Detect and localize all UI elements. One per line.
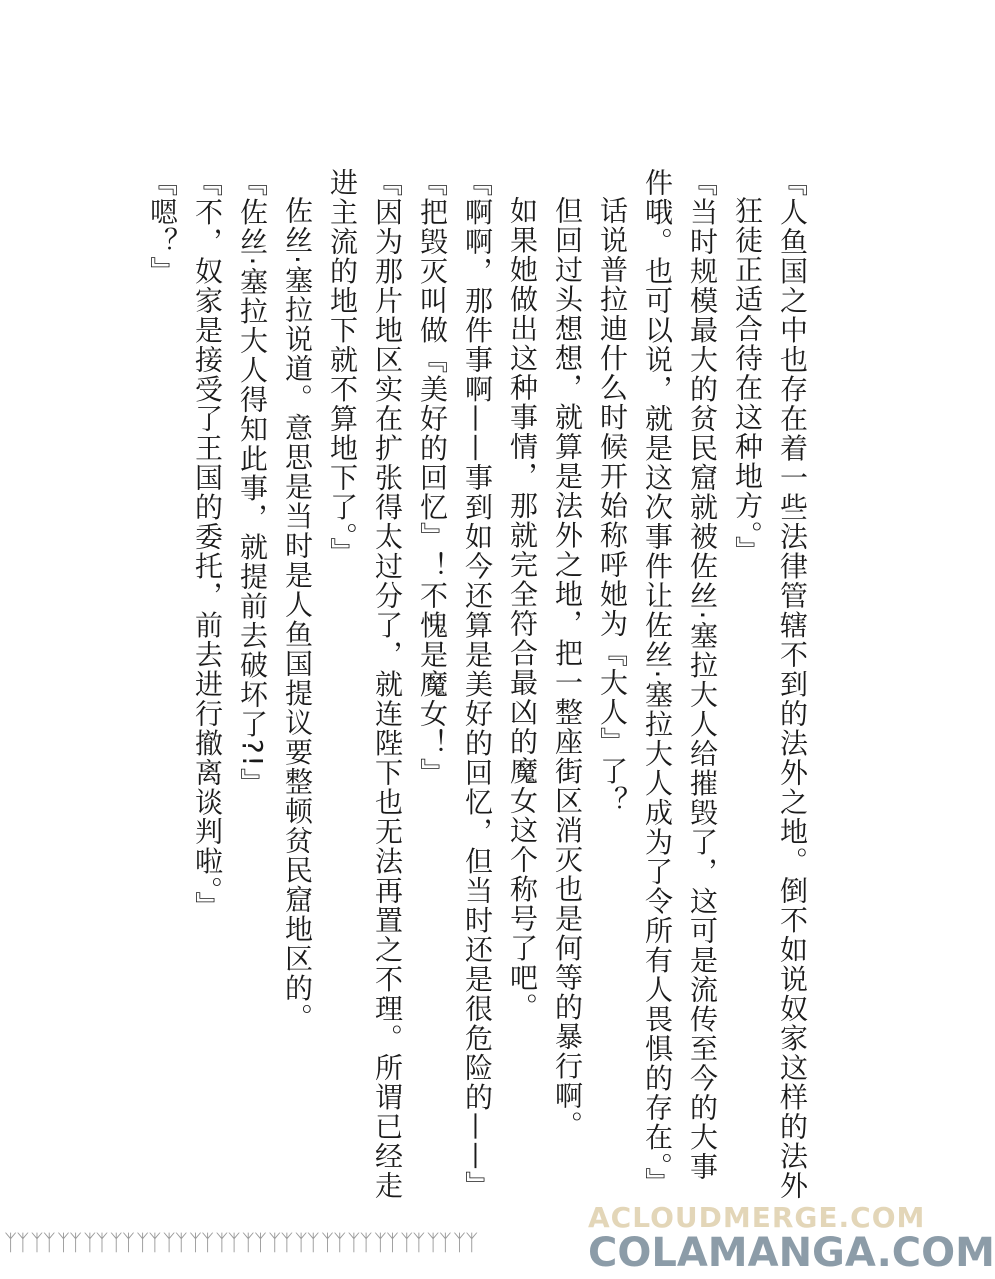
text-line: 『因为那片地区实在扩张得太过分了，就连陛下也无法再置之不理。所谓已经走 — [371, 168, 404, 1201]
border-sprig-icon: ᛉᛉ — [347, 1231, 372, 1256]
text-line: 但回过头想想，就算是法外之地，把一整座街区消灭也是何等的暴行啊。 — [551, 196, 584, 1140]
border-sprig-icon: ᛉᛉ — [268, 1231, 293, 1256]
text-line: 话说普拉迪什么时候开始称呼她为『大人』了？ — [596, 196, 629, 816]
text-line: 『当时规模最大的贫民窟就被佐丝·塞拉大人给摧毁了，这可是流传至今的大事 — [686, 168, 719, 1182]
text-line: 如果她做出这种事情，那就完全符合最凶的魔女这个称号了吧。 — [506, 196, 539, 1022]
border-sprig-icon: ᛉᛉ — [56, 1231, 82, 1256]
text-line: 『把毁灭叫做『美好的回忆』！不愧是魔女！』 — [416, 168, 449, 788]
border-sprig-icon: ᛉᛉ — [241, 1231, 267, 1256]
watermark-line-1: ACLOUDMERGE.COM — [588, 1201, 926, 1234]
border-sprig-icon: ᛉᛉ — [426, 1231, 451, 1256]
text-line: 佐丝·塞拉说道。意思是当时是人鱼国提议要整顿贫民窟地区的。 — [281, 196, 314, 1033]
text-line: 狂徒正适合待在这种地方。』 — [731, 196, 764, 566]
text-line: 件哦。也可以说，就是这次事件让佐丝·塞拉大人成为了令所有人畏惧的存在。』 — [641, 168, 674, 1197]
border-sprig-icon: ᛉᛉ — [320, 1231, 346, 1256]
border-sprig-icon: ᛉᛉ — [136, 1231, 161, 1256]
border-sprig-icon: ᛉᛉ — [30, 1231, 55, 1256]
text-line: 『嗯？』 — [146, 168, 179, 286]
border-sprig-icon: ᛉᛉ — [188, 1231, 214, 1256]
watermark-line-2: COLAMANGA.COM — [588, 1230, 995, 1276]
border-sprig-icon: ᛉᛉ — [162, 1231, 187, 1256]
text-line: 『佐丝·塞拉大人得知此事，就提前去破坏了?!』 — [236, 168, 269, 798]
border-sprig-icon: ᛉᛉ — [294, 1231, 319, 1256]
border-sprig-icon: ᛉᛉ — [4, 1231, 29, 1256]
watermark — [588, 1201, 995, 1276]
border-sprig-icon: ᛉᛉ — [83, 1231, 108, 1256]
text-line: 『不，奴家是接受了王国的委托，前去进行撤离谈判啦。』 — [191, 168, 224, 921]
text-line: 进主流的地下就不算地下了。』 — [326, 168, 359, 567]
border-sprig-icon: ᛉᛉ — [109, 1231, 135, 1256]
decorative-border — [0, 1227, 604, 1261]
text-line: 『人鱼国之中也存在着一些法律管辖不到的法外之地。倒不如说奴家这样的法外 — [776, 168, 809, 1201]
vertical-text-body — [85, 168, 815, 1218]
border-sprig-icon: ᛉᛉ — [373, 1231, 399, 1256]
text-line: 『啊啊，那件事啊——事到如今还算是美好的回忆，但当时还是很危险的——』 — [461, 168, 494, 1201]
border-sprig-icon: ᛉᛉ — [400, 1231, 425, 1256]
border-sprig-icon: ᛉᛉ — [215, 1231, 240, 1256]
border-sprig-icon: ᛉᛉ — [452, 1231, 478, 1256]
